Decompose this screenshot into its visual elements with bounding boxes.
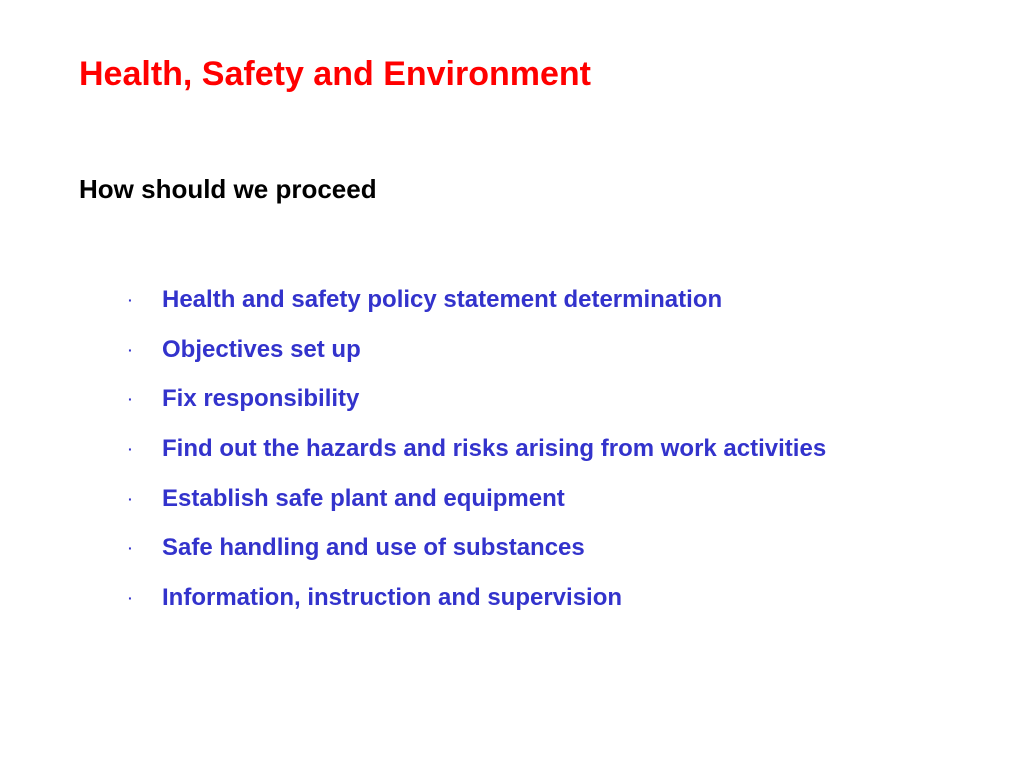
bullet-dot-icon: · bbox=[128, 391, 133, 408]
bullet-dot-icon: · bbox=[128, 341, 133, 358]
bullet-list bbox=[124, 282, 826, 630]
bullet-text: Fix responsibility bbox=[162, 385, 360, 413]
bullet-text: Establish safe plant and equipment bbox=[162, 484, 565, 512]
bullet-text: Health and safety policy statement determination bbox=[162, 286, 723, 313]
bullet-text: Find out the hazards and risks arising from work activities bbox=[162, 435, 827, 463]
slide-subtitle: How should we proceed bbox=[79, 174, 377, 204]
bullet-item bbox=[124, 580, 826, 630]
bullet-dot-icon: · bbox=[128, 590, 133, 607]
bullet-text: Information, instruction and supervision bbox=[162, 584, 623, 612]
bullet-text: Objectives set up bbox=[162, 335, 361, 363]
slide-title: Health, Safety and Environment bbox=[79, 55, 591, 93]
bullet-dot-icon: · bbox=[128, 441, 133, 458]
bullet-item bbox=[124, 381, 826, 431]
bullet-item bbox=[124, 481, 826, 531]
bullet-dot-icon: · bbox=[128, 292, 133, 308]
bullet-dot-icon: · bbox=[128, 490, 133, 507]
bullet-dot-icon: · bbox=[128, 540, 133, 557]
bullet-item bbox=[124, 282, 826, 332]
bullet-item bbox=[124, 431, 826, 481]
bullet-text: Safe handling and use of substances bbox=[162, 534, 585, 562]
bullet-item bbox=[124, 530, 826, 580]
bullet-item bbox=[124, 332, 826, 382]
